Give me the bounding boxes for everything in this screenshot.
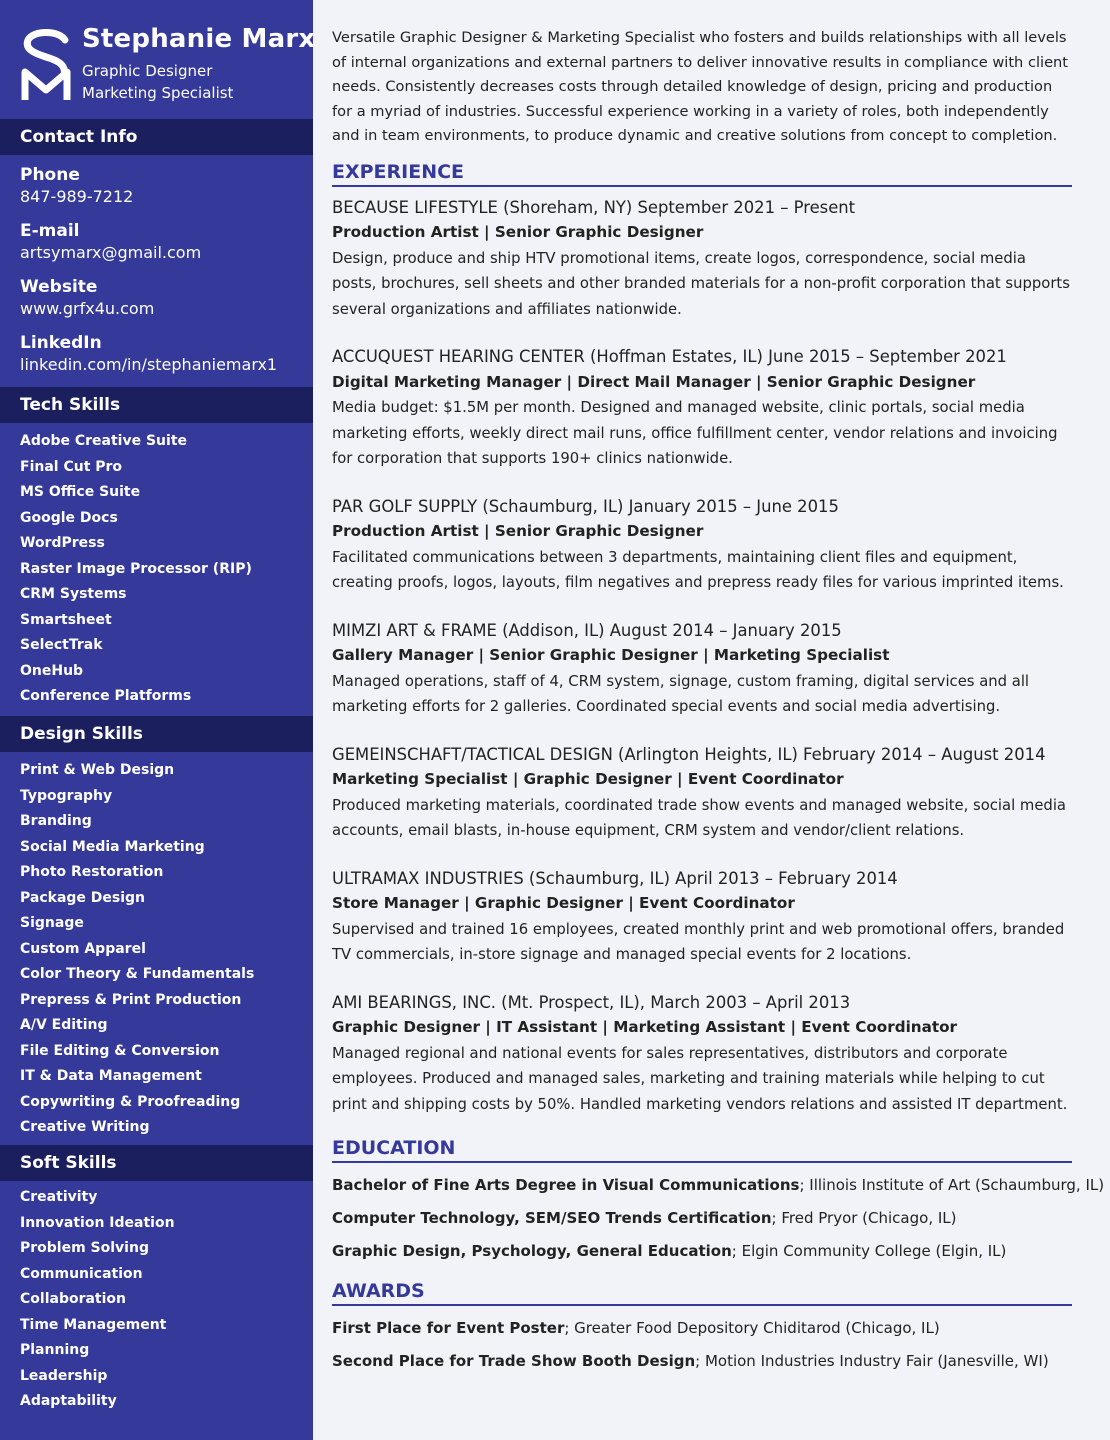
job-entry — [332, 618, 1072, 720]
design-skill: Social Media Marketing — [20, 838, 205, 855]
tech-skill: Final Cut Pro — [20, 458, 123, 475]
job-company: AMI BEARINGS, INC. (Mt. Prospect, IL), March 2003 – April 2013 — [332, 992, 851, 1012]
design-skill: Custom Apparel — [20, 940, 146, 957]
contact-label: LinkedIn — [20, 333, 102, 353]
awards-list — [332, 1312, 1072, 1378]
job-description: Design, produce and ship HTV promotional items, create logos, correspondence, social media posts, brochures, sell sheets and other branded materials for a non-profit corporation that supports several organizations and affiliates nationwide. — [332, 249, 1070, 318]
job-role: Digital Marketing Manager | Direct Mail Manager | Senior Graphic Designer — [332, 372, 976, 391]
tech-skill: SelectTrak — [20, 637, 103, 653]
profile-title-2: Marketing Specialist — [82, 84, 234, 102]
education-degree: Bachelor of Fine Arts Degree in Visual Communications — [332, 1176, 800, 1194]
education-school: ; Illinois Institute of Art (Schaumburg, IL) — [799, 1176, 1105, 1194]
tech-skill: Adobe Creative Suite — [20, 433, 188, 449]
tech-skill: Conference Platforms — [20, 688, 192, 704]
soft-skill: Collaboration — [20, 1291, 127, 1307]
tech-skill: Google Docs — [20, 509, 118, 526]
profile-name: Stephanie Marx — [82, 24, 316, 54]
education-item — [332, 1169, 1105, 1202]
tech-skill: Raster Image Processor (RIP) — [20, 560, 252, 577]
job-role: Production Artist | Senior Graphic Designer — [332, 522, 704, 540]
soft-skill: Communication — [20, 1265, 143, 1282]
profile-title-1: Graphic Designer — [82, 62, 213, 80]
design-skill: Package Design — [20, 889, 146, 906]
award-event: ; Greater Food Depository Chiditarod (Chicago, IL) — [564, 1319, 940, 1337]
job-role: Store Manager | Graphic Designer | Event Coordinator — [332, 894, 795, 912]
contact-item — [20, 331, 310, 375]
education-school: ; Elgin Community College (Elgin, IL) — [731, 1242, 1007, 1260]
sidebar — [0, 0, 316, 1440]
job-company: ACCUQUEST HEARING CENTER (Hoffman Estates, IL) June 2015 – September 2021 — [332, 347, 1007, 366]
design-skill: Branding — [20, 813, 92, 829]
soft-skills-heading: Soft Skills — [0, 1145, 313, 1181]
job-description: Managed regional and national events for sales representatives, distributors and corporate employees. Produced and managed sales, marketing and training materials while helping to cut print and shipping costs by 50%. Handled marketing vendors relations and assisted IT department. — [332, 1044, 1068, 1113]
award-title: Second Place for Trade Show Booth Design — [332, 1352, 696, 1370]
design-skills-heading: Design Skills — [0, 716, 313, 752]
design-skill: Print & Web Design — [20, 762, 175, 778]
job-company: PAR GOLF SUPPLY (Schaumburg, IL) January 2015 – June 2015 — [332, 496, 839, 516]
experience-list — [332, 195, 1072, 1118]
experience-heading: EXPERIENCE — [332, 161, 1072, 187]
design-skill: Copywriting & Proofreading — [20, 1093, 241, 1110]
soft-skill: Innovation Ideation — [20, 1214, 175, 1231]
soft-skills-list — [20, 1185, 310, 1415]
education-list — [332, 1169, 1105, 1268]
job-entry — [332, 742, 1072, 844]
design-skill: Prepress & Print Production — [20, 991, 242, 1008]
award-title: First Place for Event Poster — [332, 1319, 565, 1337]
soft-skill: Adaptability — [20, 1393, 117, 1409]
education-item — [332, 1235, 1072, 1268]
award-event: ; Motion Industries Industry Fair (Janesville, WI) — [695, 1352, 1049, 1370]
design-skill: IT & Data Management — [20, 1068, 202, 1084]
tech-skills-heading: Tech Skills — [0, 387, 313, 423]
job-description: Facilitated communications between 3 departments, maintaining client files and equipment, creating proofs, logos, layouts, film negatives and prepress ready files for various imprinted items. — [332, 548, 1064, 591]
tech-skill: WordPress — [20, 535, 105, 551]
tech-skill: MS Office Suite — [20, 484, 141, 500]
design-skills-list — [20, 758, 310, 1141]
tech-skill: OneHub — [20, 662, 84, 679]
education-degree: Graphic Design, Psychology, General Education — [332, 1242, 732, 1260]
summary: Versatile Graphic Designer & Marketing Specialist who fosters and builds relationships with all levels of internal organizations and external partners to deliver innovative results in compliance with client needs. Consistently decreases costs through detailed knowledge of design, pricing and production for a myriad of industries. Successful experience working in a variety of roles, both independently and in team environments, to produce dynamic and creative solutions from concept to completion. — [332, 29, 1069, 144]
sm-monogram-icon — [19, 26, 73, 104]
design-skill: Typography — [20, 787, 113, 804]
contact-item — [20, 163, 310, 207]
award-item — [332, 1312, 1072, 1345]
job-role: Gallery Manager | Senior Graphic Designer | Marketing Specialist — [332, 646, 890, 664]
contact-item — [20, 219, 310, 263]
design-skill: Signage — [20, 915, 84, 931]
design-skill: File Editing & Conversion — [20, 1042, 220, 1059]
job-company: BECAUSE LIFESTYLE (Shoreham, NY) September 2021 – Present — [332, 197, 856, 217]
soft-skill: Time Management — [20, 1316, 167, 1333]
contact-value: www.grfx4u.com — [20, 299, 155, 318]
education-degree: Computer Technology, SEM/SEO Trends Certification — [332, 1209, 772, 1227]
education-heading: EDUCATION — [332, 1137, 1072, 1163]
contact-label: E-mail — [20, 221, 80, 241]
job-role: Production Artist | Senior Graphic Designer — [332, 223, 704, 241]
job-entry — [332, 990, 1072, 1118]
contact-value: 847-989-7212 — [20, 187, 134, 206]
design-skill: Photo Restoration — [20, 864, 164, 880]
job-company: GEMEINSCHAFT/TACTICAL DESIGN (Arlington Heights, IL) February 2014 – August 2014 — [332, 744, 1046, 764]
job-entry — [332, 494, 1072, 596]
tech-skills-list — [20, 429, 310, 710]
contact-list — [20, 163, 310, 387]
contact-label: Phone — [20, 165, 80, 185]
awards-heading: AWARDS — [332, 1280, 1072, 1306]
contact-value: linkedin.com/in/stephaniemarx1 — [20, 355, 278, 374]
contact-item — [20, 275, 310, 319]
award-item — [332, 1345, 1072, 1378]
contact-value: artsymarx@gmail.com — [20, 243, 202, 262]
soft-skill: Leadership — [20, 1367, 108, 1384]
contact-heading: Contact Info — [0, 119, 313, 155]
job-entry — [332, 195, 1072, 323]
design-skill: Color Theory & Fundamentals — [20, 966, 255, 982]
job-entry — [332, 344, 1072, 472]
soft-skill: Problem Solving — [20, 1240, 149, 1256]
job-role: Graphic Designer | IT Assistant | Marketing Assistant | Event Coordinator — [332, 1018, 958, 1036]
job-role: Marketing Specialist | Graphic Designer | Event Coordinator — [332, 770, 844, 788]
education-item — [332, 1202, 1072, 1235]
design-skill: A/V Editing — [20, 1017, 108, 1033]
education-school: ; Fred Pryor (Chicago, IL) — [771, 1209, 957, 1227]
job-description: Managed operations, staff of 4, CRM system, signage, custom framing, digital services and all marketing efforts for 2 galleries. Coordinated special events and social media advertising. — [332, 672, 1030, 715]
soft-skill: Planning — [20, 1342, 90, 1358]
soft-skill: Creativity — [20, 1189, 98, 1205]
main-content — [332, 26, 1105, 1378]
job-description: Supervised and trained 16 employees, created monthly print and web promotional offers, branded TV commercials, in-store signage and managed special events for 2 locations. — [332, 920, 1065, 963]
job-company: ULTRAMAX INDUSTRIES (Schaumburg, IL) April 2013 – February 2014 — [332, 868, 898, 888]
job-description: Produced marketing materials, coordinated trade show events and managed website, social media accounts, email blasts, in-house equipment, CRM system and vendor/client relations. — [332, 796, 1066, 839]
tech-skill: CRM Systems — [20, 586, 127, 602]
job-entry — [332, 866, 1072, 968]
contact-label: Website — [20, 277, 98, 297]
job-company: MIMZI ART & FRAME (Addison, IL) August 2014 – January 2015 — [332, 620, 842, 640]
profile-header — [0, 0, 316, 118]
job-description: Media budget: $1.5M per month. Designed and managed website, clinic portals, social media marketing efforts, weekly direct mail runs, office fulfillment center, vendor relations and invoicing for corporation that supports 190+ clinics nationwide. — [332, 399, 1058, 467]
design-skill: Creative Writing — [20, 1119, 150, 1135]
tech-skill: Smartsheet — [20, 611, 112, 628]
